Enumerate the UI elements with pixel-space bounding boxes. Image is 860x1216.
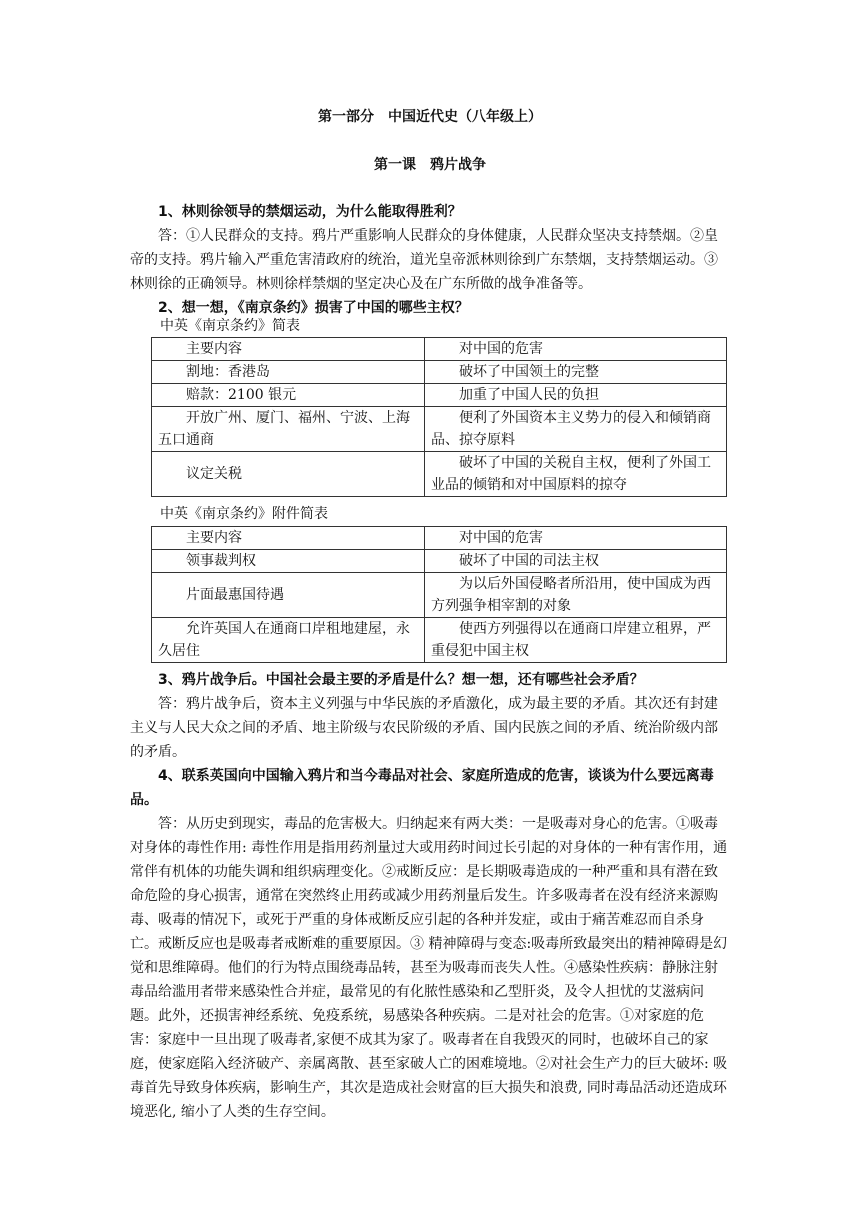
table-row [152,338,727,361]
table-header-cell: 对中国的危害 [425,527,727,550]
table-cell: 破坏了中国领土的完整 [425,361,727,384]
question-2-text: 2、想一想，《南京条约》损害了中国的哪些主权？ [158,300,469,316]
table-cell: 赔款：2100 银元 [152,384,425,407]
table-header-cell: 主要内容 [152,527,425,550]
question-1-section [130,200,730,296]
table-row [152,452,727,497]
table-header-cell: 主要内容 [152,338,425,361]
table-row [152,527,727,550]
part-title: 第一部分 中国近代史（八年级上） [318,109,542,125]
table-cell: 允许英国人在通商口岸租地建屋，永久居住 [152,618,425,663]
table-cell: 使西方列强得以在通商口岸建立租界，严重侵犯中国主权 [425,618,727,663]
table-cell: 为以后外国侵略者所沿用，使中国成为西方列强争相宰割的对象 [425,573,727,618]
question-3: 3、鸦片战争后。中国社会最主要的矛盾是什么？想一想，还有哪些社会矛盾？ [158,672,644,688]
table-cell: 议定关税 [152,452,425,497]
table-cell: 开放广州、厦门、福州、宁波、上海五口通商 [152,407,425,452]
table-row [152,550,727,573]
table-cell: 便利了外国资本主义势力的侵入和倾销商品、掠夺原料 [425,407,727,452]
table-row [152,573,727,618]
nanjing-treaty-table [151,337,727,497]
nanjing-treaty-annex-table [151,526,727,663]
table-row [152,407,727,452]
answer-1: 答：①人民群众的支持。鸦片严重影响人民群众的身体健康，人民群众坚决支持禁烟。②皇帝的支持。鸦片输入严重危害清政府的统治，道光皇帝派林则徐到广东禁烟，支持禁烟运动。③林则徐的正确领导。林则徐样禁烟的坚定决心及在广东所做的战争准备等。 [130,228,718,292]
question-3-section [130,668,730,764]
table-cell: 片面最惠国待遇 [152,573,425,618]
table-cell: 领事裁判权 [152,550,425,573]
table-cell: 破坏了中国的关税自主权，便利了外国工业品的倾销和对中国原料的掠夺 [425,452,727,497]
table-row [152,361,727,384]
lesson-title: 第一课 鸦片战争 [374,157,486,173]
table-row [152,384,727,407]
table-cell: 割地：香港岛 [152,361,425,384]
answer-4: 答：从历史到现实，毒品的危害极大。归纳起来有两大类：一是吸毒对身心的危害。①吸毒对身体的毒性作用: 毒性作用是指用药剂量过大或用药时间过长引起的对身体的一种有害作用，通常伴有机体的功能失调和组织病理变化。②戒断反应：是长期吸毒造成的一种严重和具有潜在致命危险的身心损害，通常在突然终止用药或减少用药剂量后发生。许多吸毒者在没有经济来源购毒、吸毒的情况下，或死于严重的身体戒断反应引起的各种并发症，或由于痛苦难忍而自杀身亡。戒断反应也是吸毒者戒断难的重要原因。③ 精神障碍与变态:吸毒所致最突出的精神障碍是幻觉和思维障碍。他们的行为特点围绕毒品转，甚至为吸毒而丧失人性。④感染性疾病：静脉注射毒品给滥用者带来感染性合并症，最常见的有化脓性感染和乙型肝炎，及令人担忧的艾滋病问题。此外，还损害神经系统、免疫系统，易感染各种疾病。二是对社会的危害。①对家庭的危害：家庭中一旦出现了吸毒者,家便不成其为家了。吸毒者在自我毁灭的同时，也破坏自己的家庭，使家庭陷入经济破产、亲属离散、甚至家破人亡的困难境地。②对社会生产力的巨大破坏: 吸毒首先导致身体疾病，影响生产，其次是造成社会财富的巨大损失和浪费, 同时毒品活动还造成环境恶化, 缩小了人类的生存空间。 [130,816,728,1120]
question-1: 1、林则徐领导的禁烟运动，为什么能取得胜利？ [158,204,462,220]
table-cell: 加重了中国人民的负担 [425,384,727,407]
table-row [152,618,727,663]
answer-3: 答：鸦片战争后，资本主义列强与中华民族的矛盾激化，成为最主要的矛盾。其次还有封建主义与人民大众之间的矛盾、地主阶级与农民阶级的矛盾、国内民族之间的矛盾、统治阶级内部的矛盾。 [130,696,718,760]
table-cell: 破坏了中国的司法主权 [425,550,727,573]
question-4-section [130,764,730,1124]
table-2-caption: 中英《南京条约》附件简表 [160,506,328,522]
table-1-caption: 中英《南京条约》简表 [160,318,300,334]
table-header-cell: 对中国的危害 [425,338,727,361]
question-4: 4、联系英国向中国输入鸦片和当今毒品对社会、家庭所造成的危害，谈谈为什么要远离毒品。 [130,768,714,808]
